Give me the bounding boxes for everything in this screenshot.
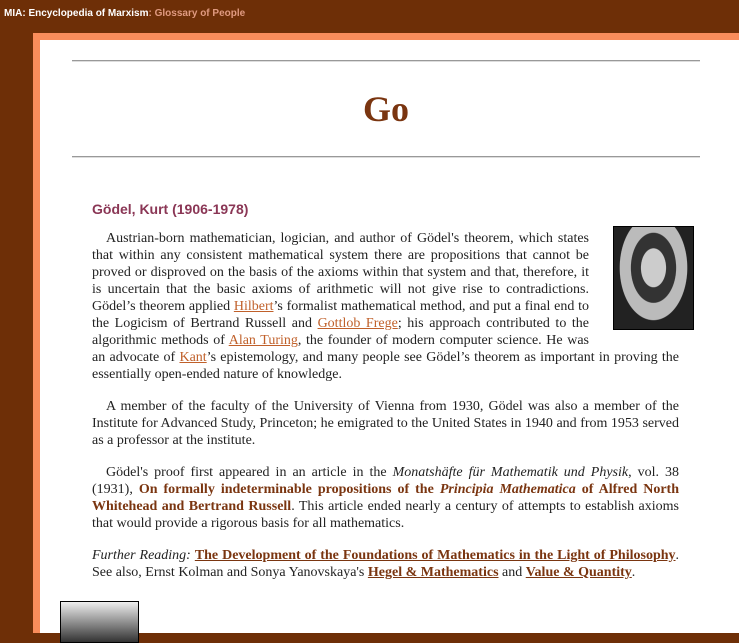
paragraph-3 <box>92 464 679 532</box>
text: Principia Mathematica <box>439 482 576 497</box>
text: Austrian-born mathematician, logician, and author of Gödel's theorem, which states that within any consistent mathematical system there are propositions that cannot be proved or disproved on the basis of the axioms within that system and that, therefore, it is uncertain that the basic axioms of arithmetic will not give rise to contradictions. Gödel’s theorem applied <box>92 231 589 314</box>
entry-name: Gödel, Kurt (1906-1978) <box>92 201 249 217</box>
foundations-link[interactable]: The Development of the Foundations of Mathematics in the Light of Philosophy <box>194 548 676 563</box>
further-reading <box>92 547 679 581</box>
divider-top <box>72 60 700 62</box>
paragraph-2: A member of the faculty of the University of Vienna from 1930, Gödel was also a member of the Institute for Advanced Study, Princeton; he emigrated to the United States in 1940 and from 1953 served as a professor at the institute. <box>92 399 679 448</box>
text: , the founder of modern computer science. He was an advocate of <box>92 333 589 365</box>
frege-link[interactable]: Gottlob Frege <box>317 316 398 331</box>
glossary-label: Glossary of People <box>154 8 246 19</box>
text: of Alfred North Whitehead and Bertrand Russell <box>92 482 680 514</box>
hilbert-link[interactable]: Hilbert <box>233 299 274 314</box>
text: . See also, Ernst Kolman and Sonya Yanovskaya's <box>92 548 680 580</box>
value-quantity-link[interactable]: Value & Quantity <box>525 565 632 580</box>
page-frame <box>33 33 739 633</box>
page-body <box>40 40 739 633</box>
journal-title: Monatshäfte für Mathematik und Physik <box>392 465 629 480</box>
text: ; his approach contributed to the algorithmic methods of <box>92 316 589 348</box>
entry-content <box>92 230 679 643</box>
text: . <box>631 565 636 580</box>
hegel-mathematics-link[interactable]: Hegel & Mathematics <box>367 565 499 580</box>
sep: : <box>148 8 155 19</box>
mia-link[interactable]: MIA <box>4 8 23 19</box>
text: On formally indeterminable propositions of the <box>138 482 440 497</box>
text: . This article ended nearly a century of attempts to establish axioms that would provide a rigorous basis for all mathematics. <box>92 499 679 531</box>
breadcrumb <box>4 8 245 19</box>
text: , vol. 38 (1931), <box>92 465 679 497</box>
kant-link[interactable]: Kant <box>179 350 207 365</box>
text: ’s epistemology, and many people see Gödel’s theorem as important in proving the essentially open-ended nature of knowledge. <box>92 350 679 382</box>
paragraph-1 <box>92 230 679 383</box>
turing-link[interactable]: Alan Turing <box>228 333 298 348</box>
divider-bottom <box>72 156 700 158</box>
further-reading-label: Further Reading: <box>92 548 191 563</box>
sep: : <box>22 8 29 19</box>
page-title: Go <box>362 89 409 129</box>
text: Gödel's proof first appeared in an article in the <box>106 465 393 480</box>
next-entry-photo <box>60 601 139 643</box>
text: ’s formalist mathematical method, and put a final end to the Logicism of Bertrand Russell and <box>92 299 589 331</box>
godel-photo <box>613 226 694 330</box>
encyclopedia-link[interactable]: Encyclopedia of Marxism <box>28 8 149 19</box>
text: and <box>498 565 526 580</box>
